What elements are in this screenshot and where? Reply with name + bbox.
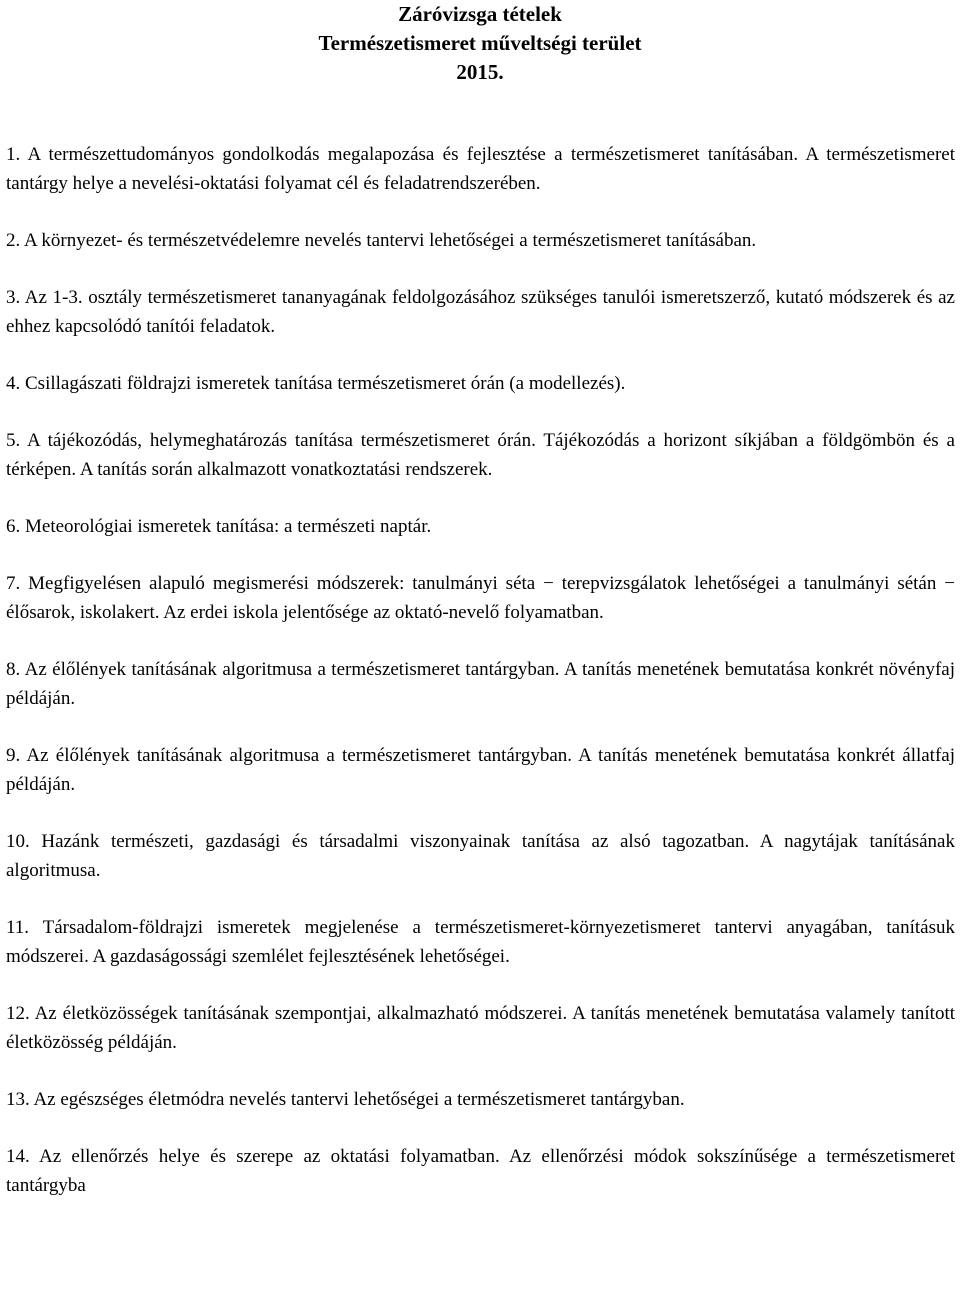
exam-topic-12: 12. Az életközösségek tanításának szempontjai, alkalmazható módszerei. A tanítás menetének bemutatása valamely tanított életközösség példáján. <box>6 1003 955 1053</box>
exam-topic-10: 10. Hazánk természeti, gazdasági és társadalmi viszonyainak tanítása az alsó tagozatban. A nagytájak tanításának algoritmusa. <box>6 831 955 881</box>
document-header <box>0 0 960 87</box>
exam-topic-7: 7. Megfigyelésen alapuló megismerési módszerek: tanulmányi séta − terepvizsgálatok lehetőségei a tanulmányi sétán − élősarok, iskolakert. Az erdei iskola jelentősége az oktató-nevelő folyamatban. <box>6 573 955 623</box>
exam-topic-5: 5. A tájékozódás, helymeghatározás tanítása természetismeret órán. Tájékozódás a horizont síkjában a földgömbön és a térképen. A tanítás során alkalmazott vonatkoztatási rendszerek. <box>6 430 955 480</box>
exam-topic-2: 2. A környezet- és természetvédelemre nevelés tantervi lehetőségei a természetismeret tanításában. <box>6 230 757 251</box>
exam-topic-8: 8. Az élőlények tanításának algoritmusa a természetismeret tantárgyban. A tanítás menetének bemutatása konkrét növényfaj példáján. <box>6 659 955 709</box>
document-title: Záróvizsga tételek <box>398 2 562 26</box>
exam-topic-list <box>6 140 955 1228</box>
exam-topic-11: 11. Társadalom-földrajzi ismeretek megjelenése a természetismeret-környezetismeret tantervi anyagában, tanításuk módszerei. A gazdaságossági szemlélet fejlesztésének lehetőségei. <box>6 917 955 967</box>
exam-topic-6: 6. Meteorológiai ismeretek tanítása: a természeti naptár. <box>6 516 432 537</box>
exam-topic-3: 3. Az 1-3. osztály természetismeret tananyagának feldolgozásához szükséges tanulói ismeretszerző, kutató módszerek és az ehhez kapcsolódó tanítói feladatok. <box>6 287 955 337</box>
exam-topic-9: 9. Az élőlények tanításának algoritmusa a természetismeret tantárgyban. A tanítás menetének bemutatása konkrét állatfaj példáján. <box>6 745 955 795</box>
document-year: 2015. <box>456 60 504 84</box>
exam-topic-1: 1. A természettudományos gondolkodás megalapozása és fejlesztése a természetismeret tanításában. A természetismeret tantárgy helye a nevelési-oktatási folyamat cél és feladatrendszerében. <box>6 144 955 194</box>
document-subtitle: Természetismeret műveltségi terület <box>318 31 642 55</box>
exam-topic-4: 4. Csillagászati földrajzi ismeretek tanítása természetismeret órán (a modellezés). <box>6 373 626 394</box>
exam-topic-13: 13. Az egészséges életmódra nevelés tantervi lehetőségei a természetismeret tantárgyban. <box>6 1089 685 1110</box>
exam-topic-14: 14. Az ellenőrzés helye és szerepe az oktatási folyamatban. Az ellenőrzési módok sokszínűsége a természetismeret tantárgyba <box>6 1146 955 1196</box>
